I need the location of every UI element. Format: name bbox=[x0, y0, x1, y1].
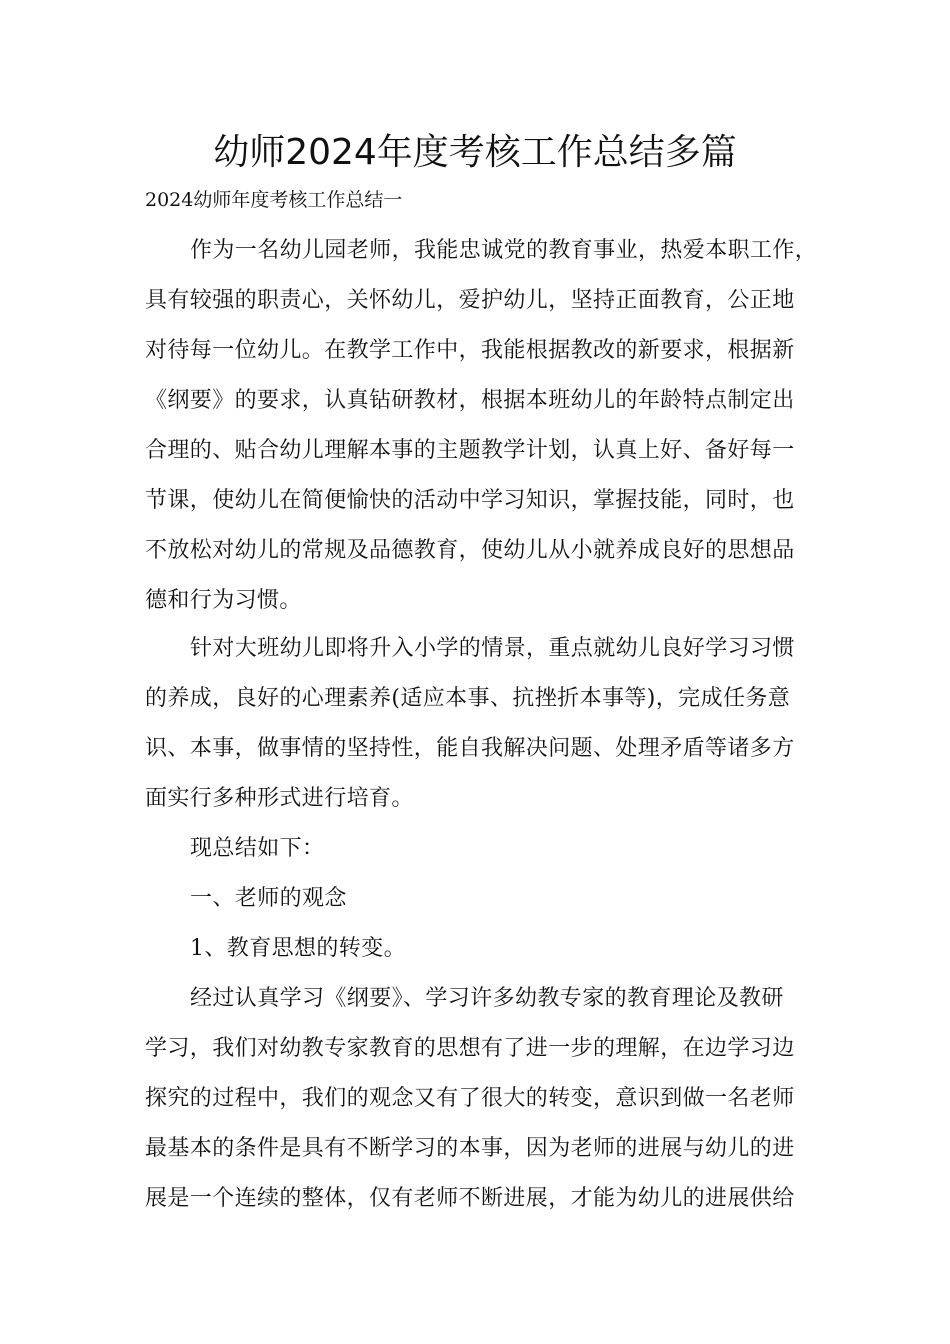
text-line: 德和行为习惯。 bbox=[145, 588, 302, 613]
text-line: 针对大班幼儿即将升入小学的情景，重点就幼儿良好学习习惯 bbox=[190, 636, 795, 661]
text-line: 节课，使幼儿在简便愉快的活动中学习知识，掌握技能，同时，也 bbox=[145, 488, 795, 513]
text-line: 识、本事，做事情的坚持性，能自我解决问题、处理矛盾等诸多方 bbox=[145, 736, 795, 761]
subsection-heading: 1、教育思想的转变。 bbox=[190, 936, 406, 961]
text-line: 探究的过程中，我们的观念又有了很大的转变，意识到做一名老师 bbox=[145, 1086, 795, 1111]
text-line: 学习，我们对幼教专家教育的思想有了进一步的理解，在边学习边 bbox=[145, 1036, 795, 1061]
text-line: 不放松对幼儿的常规及品德教育，使幼儿从小就养成良好的思想品 bbox=[145, 538, 795, 563]
text-line: 展是一个连续的整体，仅有老师不断进展，才能为幼儿的进展供给 bbox=[145, 1186, 795, 1211]
text-line: 对待每一位幼儿。在教学工作中，我能根据教改的新要求，根据新 bbox=[145, 338, 795, 363]
text-line: 现总结如下： bbox=[190, 836, 325, 861]
text-line: 经过认真学习《纲要》、学习许多幼教专家的教育理论及教研 bbox=[190, 986, 784, 1011]
section-heading: 一、老师的观念 bbox=[190, 886, 347, 911]
document-title: 幼师2024年度考核工作总结多篇 bbox=[213, 132, 737, 173]
text-line: 的养成，良好的心理素养(适应本事、抗挫折本事等)，完成任务意 bbox=[145, 686, 791, 711]
text-line: 《纲要》的要求，认真钻研教材，根据本班幼儿的年龄特点制定出 bbox=[145, 388, 795, 413]
section-subtitle: 2024幼师年度考核工作总结一 bbox=[145, 189, 403, 211]
text-line: 最基本的条件是具有不断学习的本事，因为老师的进展与幼儿的进 bbox=[145, 1136, 795, 1161]
text-line: 具有较强的职责心，关怀幼儿，爱护幼儿，坚持正面教育，公正地 bbox=[145, 288, 795, 313]
text-line: 合理的、贴合幼儿理解本事的主题教学计划，认真上好、备好每一 bbox=[145, 438, 795, 463]
text-line: 作为一名幼儿园老师，我能忠诚党的教育事业，热爱本职工作， bbox=[190, 238, 818, 263]
text-line: 面实行多种形式进行培育。 bbox=[145, 786, 414, 811]
